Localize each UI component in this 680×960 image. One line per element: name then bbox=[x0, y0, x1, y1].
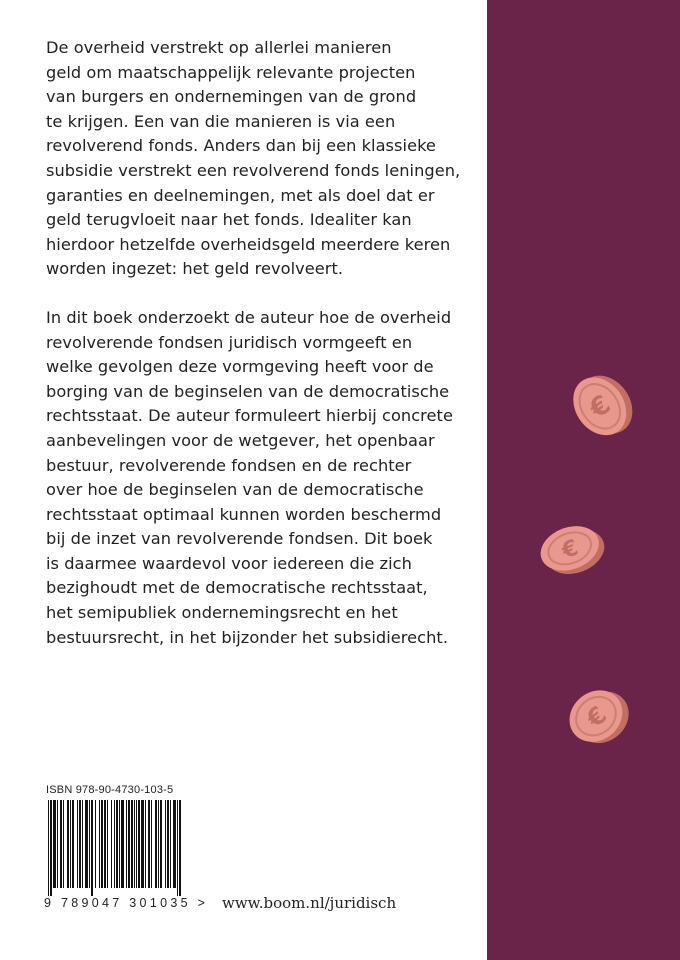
barcode-bar bbox=[91, 800, 93, 896]
barcode-bar bbox=[63, 800, 64, 888]
barcode-bar bbox=[119, 800, 120, 888]
barcode-bar bbox=[177, 800, 178, 896]
euro-coin-icon bbox=[533, 518, 609, 580]
barcode-bar bbox=[99, 800, 100, 888]
barcode-bar bbox=[160, 800, 162, 888]
barcode-bar bbox=[136, 800, 137, 888]
text-line: het semipubliek ondernemingsrecht en het bbox=[46, 603, 398, 623]
barcode-bar bbox=[85, 800, 88, 888]
text-line: worden ingezet: het geld revolveert. bbox=[46, 259, 344, 279]
barcode-bar bbox=[101, 800, 103, 888]
barcode bbox=[46, 800, 186, 896]
barcode-bar bbox=[70, 800, 71, 888]
isbn-label: ISBN 978-90-4730-103-5 bbox=[46, 784, 174, 796]
text-line: bestuur, revolverende fondsen en de rechter bbox=[46, 455, 412, 475]
barcode-bar bbox=[131, 800, 133, 888]
text-line: bij de inzet van revolverende fondsen. Dit boek bbox=[46, 529, 433, 549]
text-line: aanbevelingen voor de wetgever, het openbaar bbox=[46, 430, 435, 450]
euro-coin-icon bbox=[566, 370, 638, 442]
text-line: garanties en deelnemingen, met als doel dat er bbox=[46, 185, 435, 205]
barcode-bar bbox=[50, 800, 52, 896]
barcode-bar bbox=[151, 800, 152, 888]
barcode-bar bbox=[145, 800, 146, 888]
barcode-bar bbox=[77, 800, 78, 888]
barcode-bar bbox=[121, 800, 124, 888]
text-line: rechtsstaat. De auteur formuleert hierbij concrete bbox=[46, 406, 453, 426]
barcode-bar bbox=[167, 800, 169, 888]
barcode-bar bbox=[173, 800, 176, 888]
text-line: van burgers en ondernemingen van de grond bbox=[46, 87, 417, 107]
barcode-bar bbox=[95, 800, 96, 888]
main-paragraph bbox=[46, 306, 471, 650]
text-line: geld om maatschappelijk relevante projecten bbox=[46, 62, 416, 82]
barcode-bar bbox=[114, 800, 115, 888]
barcode-bar bbox=[155, 800, 157, 888]
barcode-bar bbox=[170, 800, 171, 888]
barcode-bar bbox=[107, 800, 108, 888]
barcode-bar bbox=[148, 800, 150, 888]
barcode-bar bbox=[141, 800, 144, 888]
euro-coin-icon bbox=[560, 682, 636, 752]
barcode-bar bbox=[89, 800, 90, 888]
barcode-bar bbox=[128, 800, 130, 888]
text-line: borging van de beginselen van de democratische bbox=[46, 381, 450, 401]
publisher-website: www.boom.nl/juridisch bbox=[222, 894, 397, 912]
barcode-bar bbox=[111, 800, 112, 888]
barcode-bar bbox=[82, 800, 83, 888]
text-line: geld terugvloeit naar het fonds. Idealiter kan bbox=[46, 210, 412, 230]
barcode-bar bbox=[53, 800, 56, 888]
barcode-bar bbox=[138, 800, 140, 888]
euro-symbol: € bbox=[584, 389, 617, 425]
text-line: te krijgen. Een van die manieren is via een bbox=[46, 111, 396, 131]
text-line: rechtsstaat optimaal kunnen worden beschermd bbox=[46, 504, 442, 524]
barcode-bar bbox=[60, 800, 62, 888]
text-line: subsidie verstrekt een revolverend fonds leningen, bbox=[46, 160, 461, 180]
text-line: welke gevolgen deze vormgeving heeft voor de bbox=[46, 357, 434, 377]
euro-symbol: € bbox=[558, 535, 582, 565]
barcode-bar bbox=[67, 800, 69, 888]
intro-paragraph bbox=[46, 36, 471, 282]
barcode-bar bbox=[57, 800, 58, 888]
barcode-digits: 9 789047 301035 > bbox=[44, 896, 209, 910]
barcode-bar bbox=[104, 800, 106, 888]
barcode-bar bbox=[179, 800, 181, 896]
text-line: bestuursrecht, in het bijzonder het subsidierecht. bbox=[46, 627, 449, 647]
barcode-bar bbox=[126, 800, 127, 888]
text-line: bezighoudt met de democratische rechtsstaat, bbox=[46, 578, 428, 598]
text-line: is daarmee waardevol voor iedereen die zich bbox=[46, 553, 412, 573]
blurb-text bbox=[46, 36, 471, 650]
euro-symbol: € bbox=[581, 700, 612, 733]
text-line: hierdoor hetzelfde overheidsgeld meerdere keren bbox=[46, 234, 451, 254]
purple-side-band bbox=[487, 0, 680, 960]
barcode-bar bbox=[72, 800, 74, 888]
text-line: De overheid verstrekt op allerlei manieren bbox=[46, 38, 392, 57]
text-line: In dit boek onderzoekt de auteur hoe de overheid bbox=[46, 307, 452, 327]
barcode-bar bbox=[79, 800, 81, 888]
barcode-bar bbox=[158, 800, 159, 888]
text-line: over hoe de beginselen van de democratische bbox=[46, 480, 424, 500]
barcode-bar bbox=[48, 800, 49, 896]
barcode-bar bbox=[116, 800, 118, 888]
text-line: revolverend fonds. Anders dan bij een klassieke bbox=[46, 136, 436, 156]
text-line: revolverende fondsen juridisch vormgeeft en bbox=[46, 332, 413, 352]
barcode-bar bbox=[134, 800, 135, 888]
barcode-bar bbox=[165, 800, 166, 888]
